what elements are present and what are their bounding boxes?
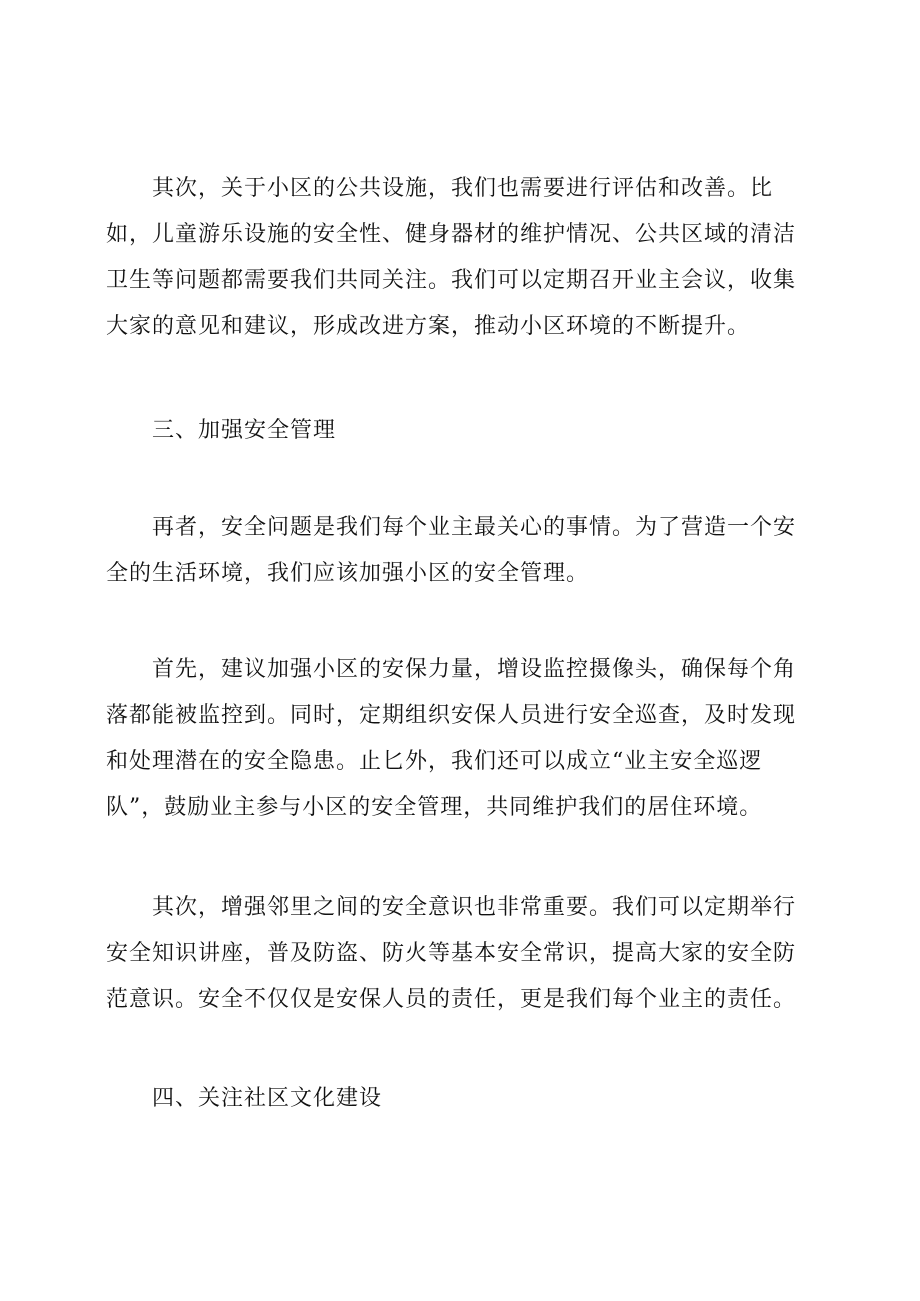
paragraph-line: 其次，关于小区的公共设施，我们也需要进行评估和改善。比: [152, 176, 774, 201]
paragraph-line: 大家的意见和建议，形成改进方案，推动小区环境的不断提升。: [106, 314, 751, 339]
paragraph-public-facilities: [106, 166, 808, 350]
paragraph-safety-intro: [106, 505, 808, 597]
paragraph-line: 首先，建议加强小区的安保力量，增设监控摄像头，确保每个角: [152, 657, 797, 682]
paragraph-line: 其次，增强邻里之间的安全意识也非常重要。我们可以定期举行: [152, 895, 797, 920]
paragraph-line: 落都能被监控到。同时，定期组织安保人员进行安全巡查，及时发现: [106, 703, 797, 728]
paragraph-line: 队”，鼓励业主参与小区的安全管理，共同维护我们的居住环境。: [106, 795, 763, 820]
paragraph-line: 安全知识讲座，普及防盗、防火等基本安全常识，提高大家的安全防: [106, 941, 797, 966]
section-heading-safety: 三、加强安全管理: [152, 418, 337, 443]
paragraph-line: 和处理潜在的安全隐患。止匕外，我们还可以成立“业主安全巡逻: [106, 749, 763, 774]
paragraph-line: 如，儿童游乐设施的安全性、健身器材的维护情况、公共区域的清洁: [106, 222, 797, 247]
paragraph-security-measures: [106, 647, 808, 831]
paragraph-line: 范意识。安全不仅仅是安保人员的责任，更是我们每个业主的责任。: [106, 987, 797, 1012]
section-heading-culture: 四、关注社区文化建设: [152, 1086, 383, 1111]
paragraph-line: 卫生等问题都需要我们共同关注。我们可以定期召开业主会议，收集: [106, 268, 797, 293]
paragraph-line: 再者，安全问题是我们每个业主最关心的事情。为了营造一个安: [152, 515, 797, 540]
paragraph-neighbor-awareness: [106, 885, 808, 1023]
paragraph-line: 全的生活环境，我们应该加强小区的安全管理。: [106, 561, 590, 586]
